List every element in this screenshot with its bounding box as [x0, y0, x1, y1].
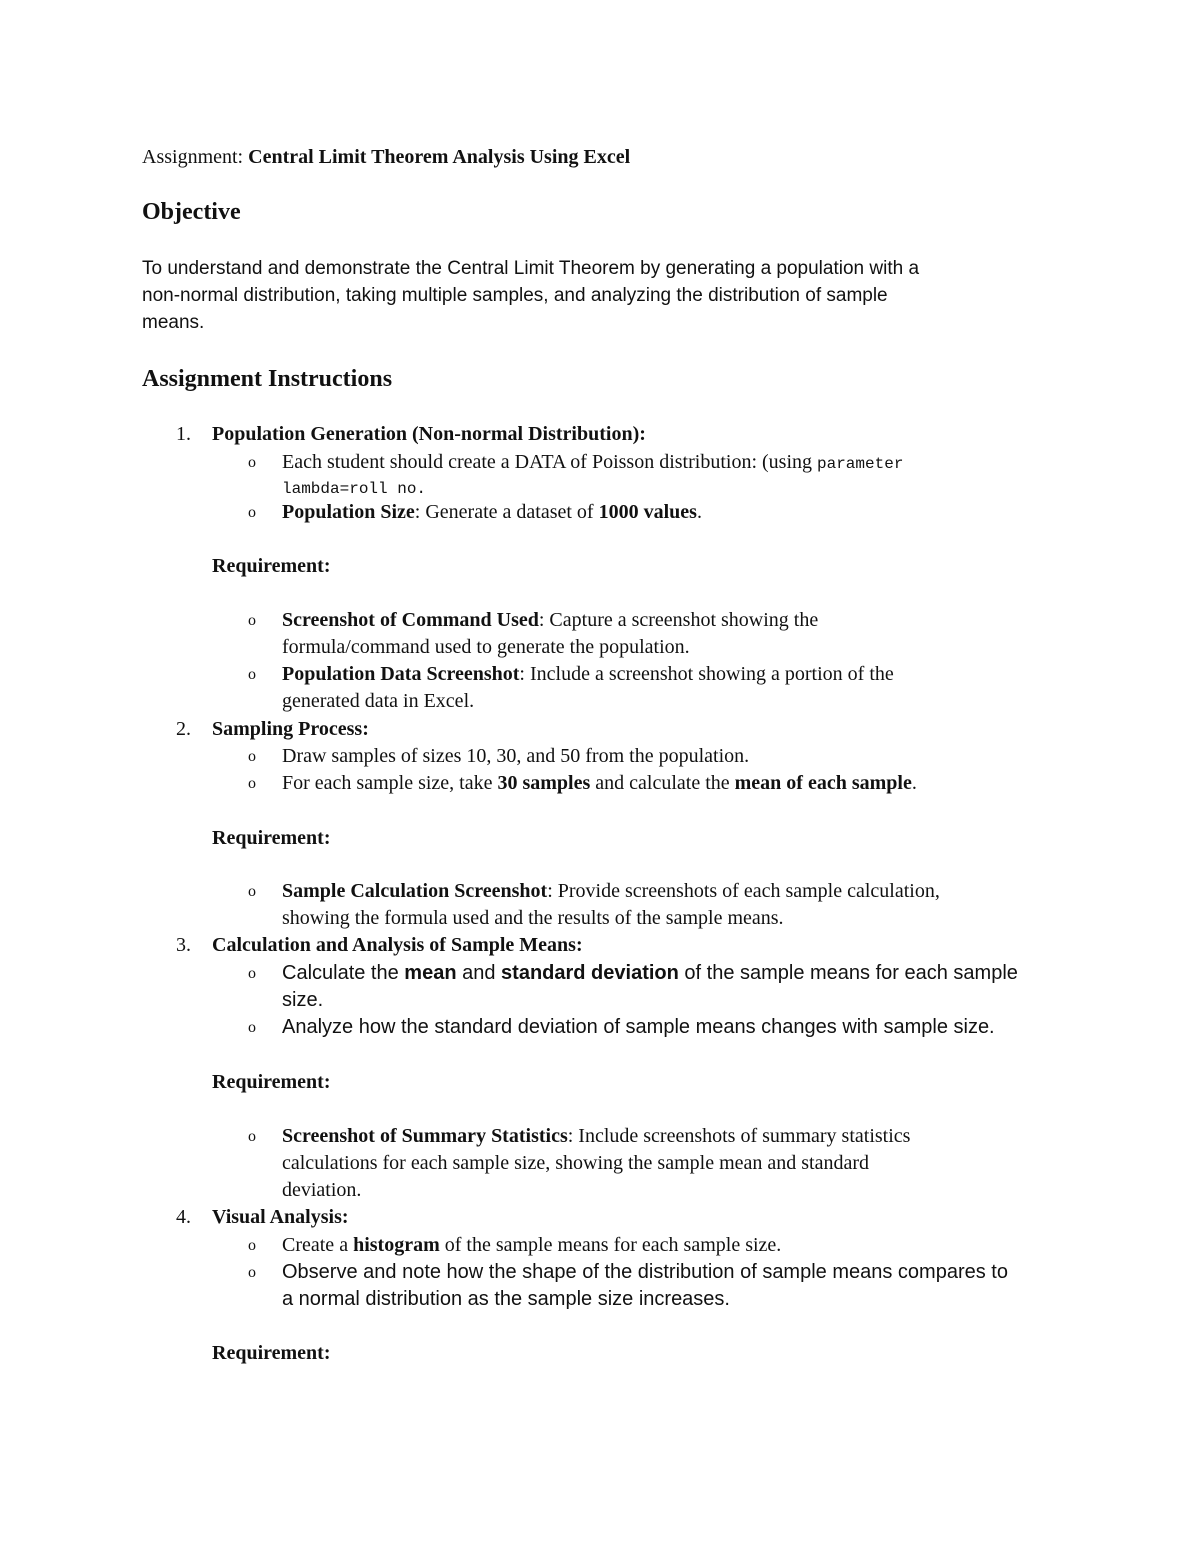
section-3-number: 3.	[176, 934, 191, 956]
section-3-req-1-cont-2: deviation.	[282, 1179, 362, 1201]
section-3-bullet-1	[282, 960, 1072, 987]
section-4-bullet-2: Observe and note how the shape of the distribution of sample means compares to	[282, 1261, 1008, 1283]
section-2-number: 2.	[176, 718, 191, 740]
bullet-text: and calculate the	[590, 772, 735, 794]
instructions-heading: Assignment Instructions	[142, 366, 393, 392]
bullet-text: : Generate a dataset of	[414, 501, 599, 523]
requirement-label: Requirement:	[212, 555, 331, 577]
bullet-text: of the sample means for each sample size.	[439, 1234, 782, 1256]
title-name: Central Limit Theorem Analysis Using Excel	[248, 146, 631, 168]
bullet-marker: o	[248, 612, 256, 629]
bold-term: Sample Calculation Screenshot	[282, 880, 548, 902]
section-2-title: Sampling Process:	[212, 718, 369, 740]
bullet-marker: o	[248, 883, 256, 900]
bullet-marker: o	[248, 1128, 256, 1145]
bold-term: mean	[404, 962, 457, 984]
bold-term: mean of each sample	[734, 772, 912, 794]
section-1-req-1	[282, 607, 1072, 634]
objective-line-2: non-normal distribution, taking multiple samples, and analyzing the distribution of sample	[142, 285, 888, 306]
assignment-title	[142, 143, 630, 171]
bullet-text: .	[696, 501, 702, 523]
section-1-req-2	[282, 661, 1072, 688]
bold-term: standard deviation	[501, 962, 679, 984]
section-3-bullet-2: Analyze how the standard deviation of sample means changes with sample size.	[282, 1016, 995, 1038]
bullet-text: : Include screenshots of summary statistics	[567, 1125, 911, 1147]
bullet-text: For each sample size, take	[282, 772, 498, 794]
section-1-title: Population Generation (Non-normal Distribution):	[212, 423, 646, 445]
requirement-label: Requirement:	[212, 1342, 331, 1364]
bullet-text: Each student should create a DATA of Poisson distribution: (using	[282, 451, 812, 473]
section-2-req-1-cont: showing the formula used and the results of the sample means.	[282, 907, 784, 929]
title-prefix: Assignment:	[142, 146, 249, 168]
section-1-req-1-cont: formula/command used to generate the population.	[282, 636, 690, 658]
bullet-text: : Provide screenshots of each sample calculation,	[547, 880, 940, 902]
objective-heading: Objective	[142, 199, 241, 225]
requirement-label: Requirement:	[212, 1071, 331, 1093]
bullet-marker: o	[248, 1264, 256, 1281]
bullet-marker: o	[248, 775, 256, 792]
bullet-text: Create a	[282, 1234, 354, 1256]
section-3-bullet-1-cont: size.	[282, 989, 324, 1011]
section-1-req-2-cont: generated data in Excel.	[282, 690, 475, 712]
bold-term: Screenshot of Summary Statistics	[282, 1125, 568, 1147]
bullet-text: .	[911, 772, 917, 794]
section-3-req-1-cont: calculations for each sample size, showing the sample mean and standard	[282, 1152, 870, 1174]
bullet-text: and	[456, 962, 502, 984]
objective-line-1: To understand and demonstrate the Central Limit Theorem by generating a population with a	[142, 258, 920, 279]
bold-term: Population Data Screenshot	[282, 663, 520, 685]
bullet-marker: o	[248, 965, 256, 982]
requirement-label: Requirement:	[212, 827, 331, 849]
section-4-bullet-2-cont: a normal distribution as the sample size increases.	[282, 1288, 730, 1310]
section-1-bullet-2	[282, 499, 1072, 526]
bold-term: Screenshot of Command Used	[282, 609, 539, 631]
bullet-marker: o	[248, 504, 256, 521]
bullet-marker: o	[248, 1237, 256, 1254]
bullet-marker: o	[248, 666, 256, 683]
section-1-number: 1.	[176, 423, 191, 445]
bullet-text: Calculate the	[282, 962, 405, 984]
bullet-marker: o	[248, 748, 256, 765]
section-2-bullet-1: Draw samples of sizes 10, 30, and 50 from the population.	[282, 745, 750, 767]
bullet-marker: o	[248, 1019, 256, 1036]
objective-line-3: means.	[142, 312, 205, 333]
section-3-req-1	[282, 1123, 1072, 1150]
bullet-text: of the sample means for each sample	[678, 962, 1018, 984]
section-3-title: Calculation and Analysis of Sample Means:	[212, 934, 583, 956]
bullet-text: : Include a screenshot showing a portion of the	[519, 663, 894, 685]
code-text: lambda=roll no.	[282, 480, 427, 498]
section-2-req-1	[282, 878, 1072, 905]
bold-term: 30 samples	[497, 772, 591, 794]
bold-term: 1000 values	[598, 501, 697, 523]
bold-term: Population Size	[282, 501, 415, 523]
bullet-text: : Capture a screenshot showing the	[538, 609, 819, 631]
bold-term: histogram	[353, 1234, 440, 1256]
section-4-title: Visual Analysis:	[212, 1206, 349, 1228]
section-2-bullet-2	[282, 770, 1072, 797]
section-4-number: 4.	[176, 1206, 191, 1228]
bullet-marker: o	[248, 454, 256, 471]
code-text: parameter	[817, 455, 904, 473]
section-4-bullet-1	[282, 1232, 1072, 1259]
